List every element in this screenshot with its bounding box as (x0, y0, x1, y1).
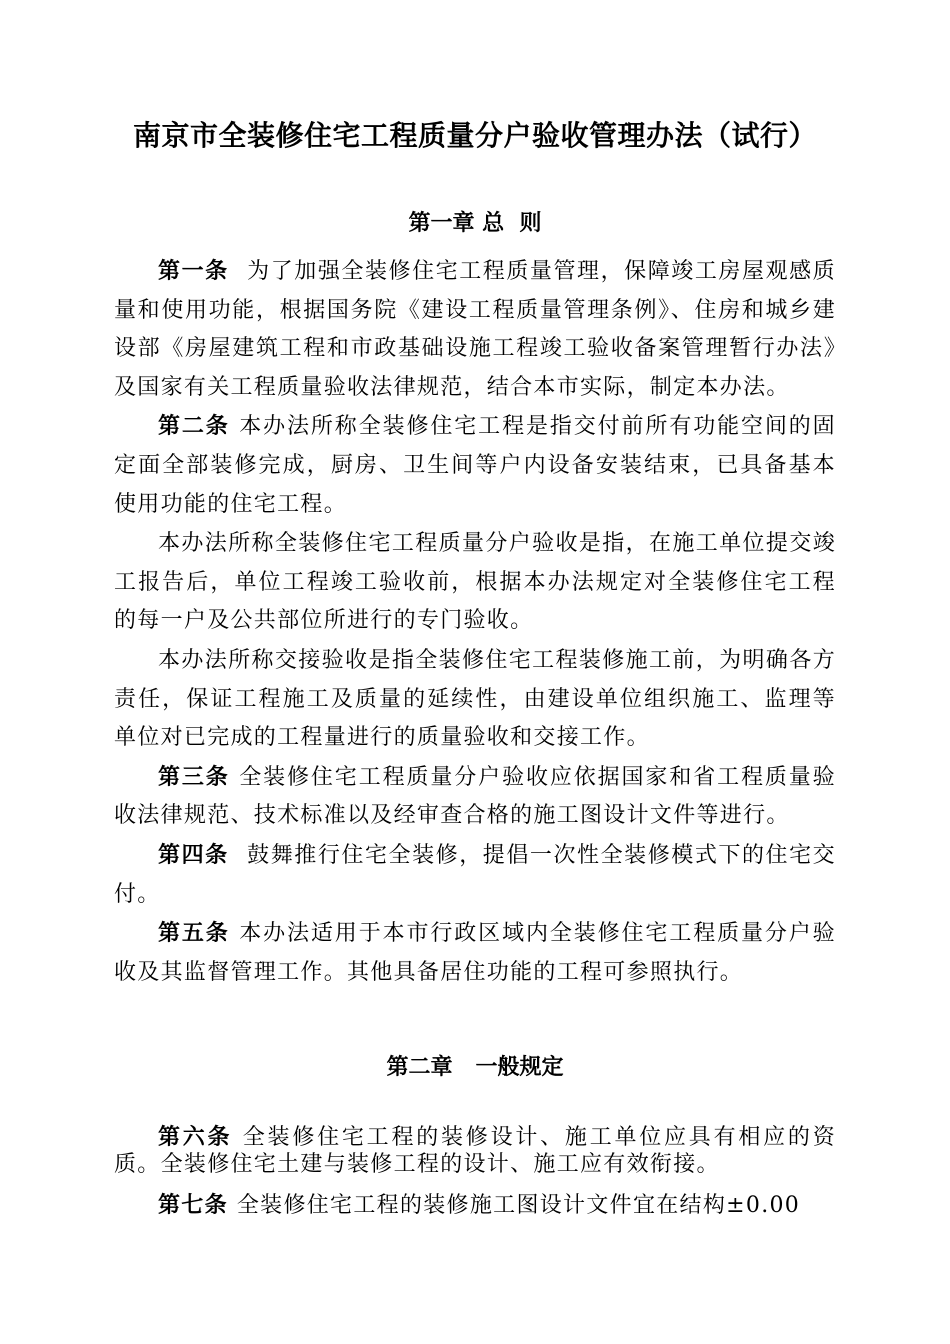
article-2-clause-2-paragraph (114, 524, 836, 641)
article-3-text: 全装修住宅工程质量分户验收应依据国家和省工程质量验收法律规范、技术标准以及经审查合格的施工图设计文件等进行。 (114, 764, 836, 829)
chapter-2-body-part-2 (114, 1186, 836, 1225)
article-2-paragraph (114, 407, 836, 524)
article-3-paragraph (114, 758, 836, 836)
article-4-text: 鼓舞推行住宅全装修，提倡一次性全装修模式下的住宅交付。 (114, 842, 836, 907)
article-7-paragraph (114, 1186, 836, 1225)
article-6-paragraph (114, 1124, 836, 1178)
article-5-paragraph (114, 914, 836, 992)
article-2-clause-3-text: 本办法所称交接验收是指全装修住宅工程装修施工前，为明确各方责任，保证工程施工及质量的延续性，由建设单位组织施工、监理等单位对已完成的工程量进行的质量验收和交接工作。 (114, 647, 836, 751)
article-3-label: 第三条 (158, 763, 240, 790)
article-4-paragraph (114, 836, 836, 914)
chapter-1-body (114, 252, 836, 992)
chapter-2-body-part-1 (114, 1124, 836, 1178)
article-2-label: 第二条 (158, 413, 240, 440)
article-7-label: 第七条 (158, 1192, 237, 1218)
document-title: 南京市全装修住宅工程质量分户验收管理办法（试行） (132, 119, 817, 152)
article-2-clause-3-paragraph (114, 641, 836, 758)
article-2-clause-2-text: 本办法所称全装修住宅工程质量分户验收是指，在施工单位提交竣工报告后，单位工程竣工验收前，根据本办法规定对全装修住宅工程的每一户及公共部位所进行的专门验收。 (114, 531, 836, 634)
article-6-text: 全装修住宅工程的装修设计、施工单位应具有相应的资质。全装修住宅土建与装修工程的设计、施工应有效衔接。 (114, 1125, 837, 1177)
chapter-1-heading: 第一章 总 则 (408, 210, 542, 236)
article-7-text: 全装修住宅工程的装修施工图设计文件宜在结构±0.00 (236, 1193, 801, 1218)
article-6-label: 第六条 (158, 1124, 243, 1150)
chapter-2-heading: 第二章 一般规定 (386, 1054, 564, 1080)
article-1-text: 为了加强全装修住宅工程质量管理，保障竣工房屋观感质量和使用功能，根据国务院《建设工程质量管理条例》、住房和城乡建设部《房屋建筑工程和市政基础设施工程竣工验收备案管理暂行办法》及国家有关工程质量验收法律规范，结合本市实际，制定本办法。 (114, 259, 836, 400)
article-5-text: 本办法适用于本市行政区域内全装修住宅工程质量分户验收及其监督管理工作。其他具备居住功能的工程可参照执行。 (114, 921, 836, 985)
article-1-label: 第一条 (158, 258, 248, 284)
article-5-label: 第五条 (158, 920, 240, 947)
article-4-label: 第四条 (158, 841, 248, 868)
article-2-text: 本办法所称全装修住宅工程是指交付前所有功能空间的固定面全部装修完成，厨房、卫生间等户内设备安装结束，已具备基本使用功能的住宅工程。 (114, 414, 836, 517)
article-1-paragraph (114, 252, 836, 407)
